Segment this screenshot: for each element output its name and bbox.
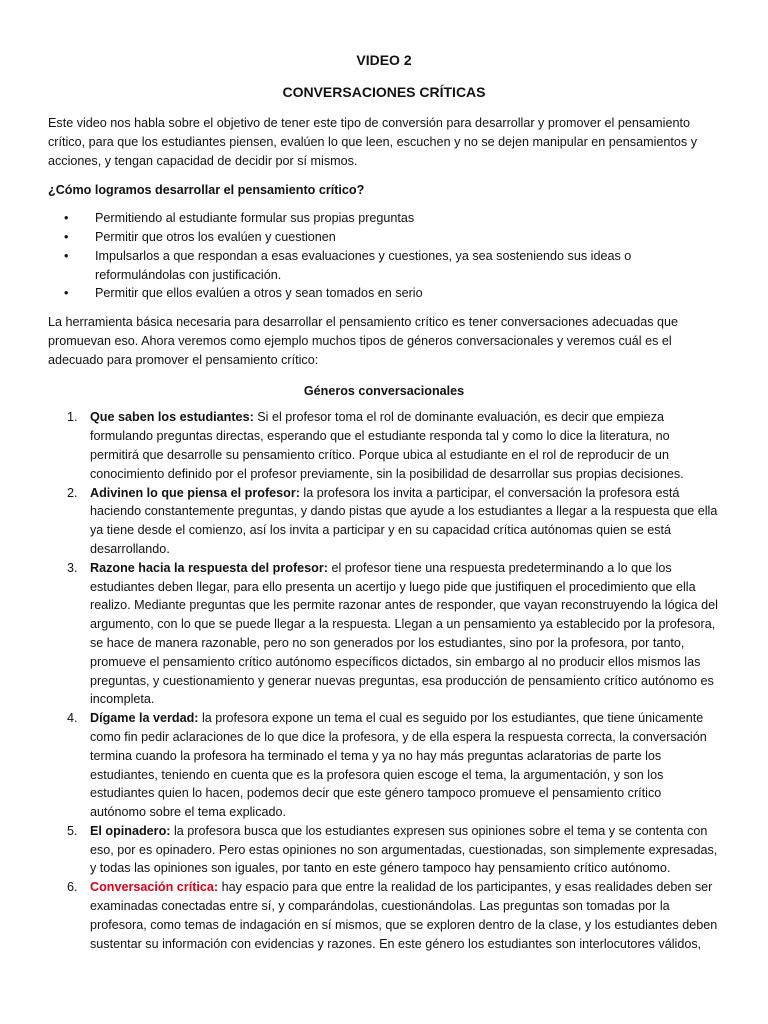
- genre-item: [67, 709, 720, 822]
- genre-description: la profesora expone un tema el cual es seguido por los estudiantes, que tiene únicamente como fin pedir aclaraciones de lo que dice la profesora, y de ella espera la respuesta correcta, la conversación termina cuando la profesora ha terminado el tema y ya no hay más preguntas aclaratorias de parte los estudiantes, teniendo en cuenta que es la profesora quien escoge el tema, la argumentación, y son los estudiantes quien lo hacen, podemos decir que este género tampoco promueve el pensamiento crítico autónomo sobre el tema explicado.: [90, 711, 707, 820]
- genre-description: el profesor tiene una respuesta predeterminando a lo que los estudiantes deben llegar, para ello presenta un acertijo y luego pide que justifiquen el procedimiento que ella realizo. Mediante preguntas que les permite razonar antes de responder, que vayan reconstruyendo la lógica del argumento, con lo que se puede llegar a la respuesta. Llegan a un pensamiento ya establecido por la profesora, se hace de manera razonable, pero no son generados por los estudiantes, sino por la profesora, por tanto, promueve el pensamiento crítico autónomo específicos dictados, sin embargo al no producir ellos mismos las preguntas, y cuestionamiento y generar nuevas preguntas, esa producción de pensamiento crítico autónomo es incompleta.: [90, 560, 718, 707]
- intro-paragraph: Este video nos habla sobre el objetivo de tener este tipo de conversión para desarrollar y promover el pensamiento crítico, para que los estudiantes piensen, evalúen lo que leen, escuchen y no se dejen manipular en pensamientos y acciones, y tengan capacidad de decidir por sí mismos.: [48, 116, 697, 168]
- genres-list: [48, 408, 720, 953]
- list-number: 4.: [67, 711, 78, 726]
- genre-item: [67, 878, 720, 953]
- section-title: Géneros conversacionales: [303, 383, 465, 398]
- genre-description: Si el profesor toma el rol de dominante evaluación, es decir que empieza formulando preguntas directas, esperando que el estudiante responda tal y como lo dice la literatura, no permitirá que desarrolle su pensamiento crítico. Porque ubica al estudiante en el rol de reproducir de un conocimiento definido por el profesor previamente, sin la posibilidad de desarrollar sus propias decisiones.: [90, 410, 684, 481]
- genre-item: [67, 822, 720, 878]
- bullet-item: • Permitir que ellos evalúen a otros y sean tomados en serio: [95, 284, 720, 303]
- genre-item: [67, 484, 720, 559]
- list-number: 1.: [67, 410, 78, 425]
- genre-item: [67, 408, 720, 483]
- bullet-item: • Permitir que otros los evalúen y cuestionen: [95, 228, 720, 247]
- genre-description: la profesora busca que los estudiantes expresen sus opiniones sobre el tema y se contenta con eso, por es opinadero. Pero estas opiniones no son argumentadas, cuestionadas, son simplemente expresadas, y todas las opiniones son iguales, por tanto en este género tampoco hay pensamiento crítico autónomo.: [90, 823, 718, 876]
- list-number: 5.: [67, 823, 78, 838]
- genre-item: [67, 559, 720, 709]
- bullet-item: • Impulsarlos a que respondan a esas evaluaciones y cuestiones, ya sea sosteniendo sus ideas o reformulándolas con justificación.: [95, 247, 720, 285]
- genre-term: Adivinen lo que piensa el profesor:: [90, 485, 300, 500]
- genre-term: Razone hacia la respuesta del profesor:: [90, 560, 328, 575]
- document-title: CONVERSACIONES CRÍTICAS: [282, 84, 486, 100]
- tools-paragraph: La herramienta básica necesaria para desarrollar el pensamiento crítico es tener conversaciones adecuadas que promuevan eso. Ahora veremos como ejemplo muchos tipos de géneros conversacionales y veremos cuál es el adecuado para promover el pensamiento crítico:: [48, 315, 679, 367]
- genre-term: El opinadero:: [90, 823, 171, 838]
- bullet-list: [48, 209, 720, 303]
- question-heading: ¿Cómo logramos desarrollar el pensamiento crítico?: [48, 183, 365, 198]
- list-number: 2.: [67, 485, 78, 500]
- genre-description: hay espacio para que entre la realidad de los participantes, y esas realidades deben ser examinadas conectadas entre sí, y comparándolas, cuestionándolas. Las preguntas son tomadas por la profesora, como temas de indagación en sí mismos, que se exploren dentro de la clase, y los estudiantes deben sustentar su información con evidencias y razones. En este género los estudiantes son interlocutores válidos,: [90, 880, 718, 951]
- genre-term: Que saben los estudiantes:: [90, 410, 254, 425]
- genre-term: Dígame la verdad:: [90, 711, 199, 726]
- list-number: 3.: [67, 560, 78, 575]
- genre-term-highlighted: Conversación crítica:: [90, 880, 219, 895]
- bullet-item: • Permitiendo al estudiante formular sus propias preguntas: [95, 209, 720, 228]
- video-title: VIDEO 2: [356, 52, 412, 68]
- genre-description: la profesora los invita a participar, el conversación la profesora está haciendo constantemente preguntas, y dando pistas que ayude a los estudiantes a llegar a la respuesta que ella ya tiene desde el comienzo, así los invita a participar y en su capacidad crítica autónomas quien se está desarrollando.: [90, 485, 718, 556]
- list-number: 6.: [67, 880, 78, 895]
